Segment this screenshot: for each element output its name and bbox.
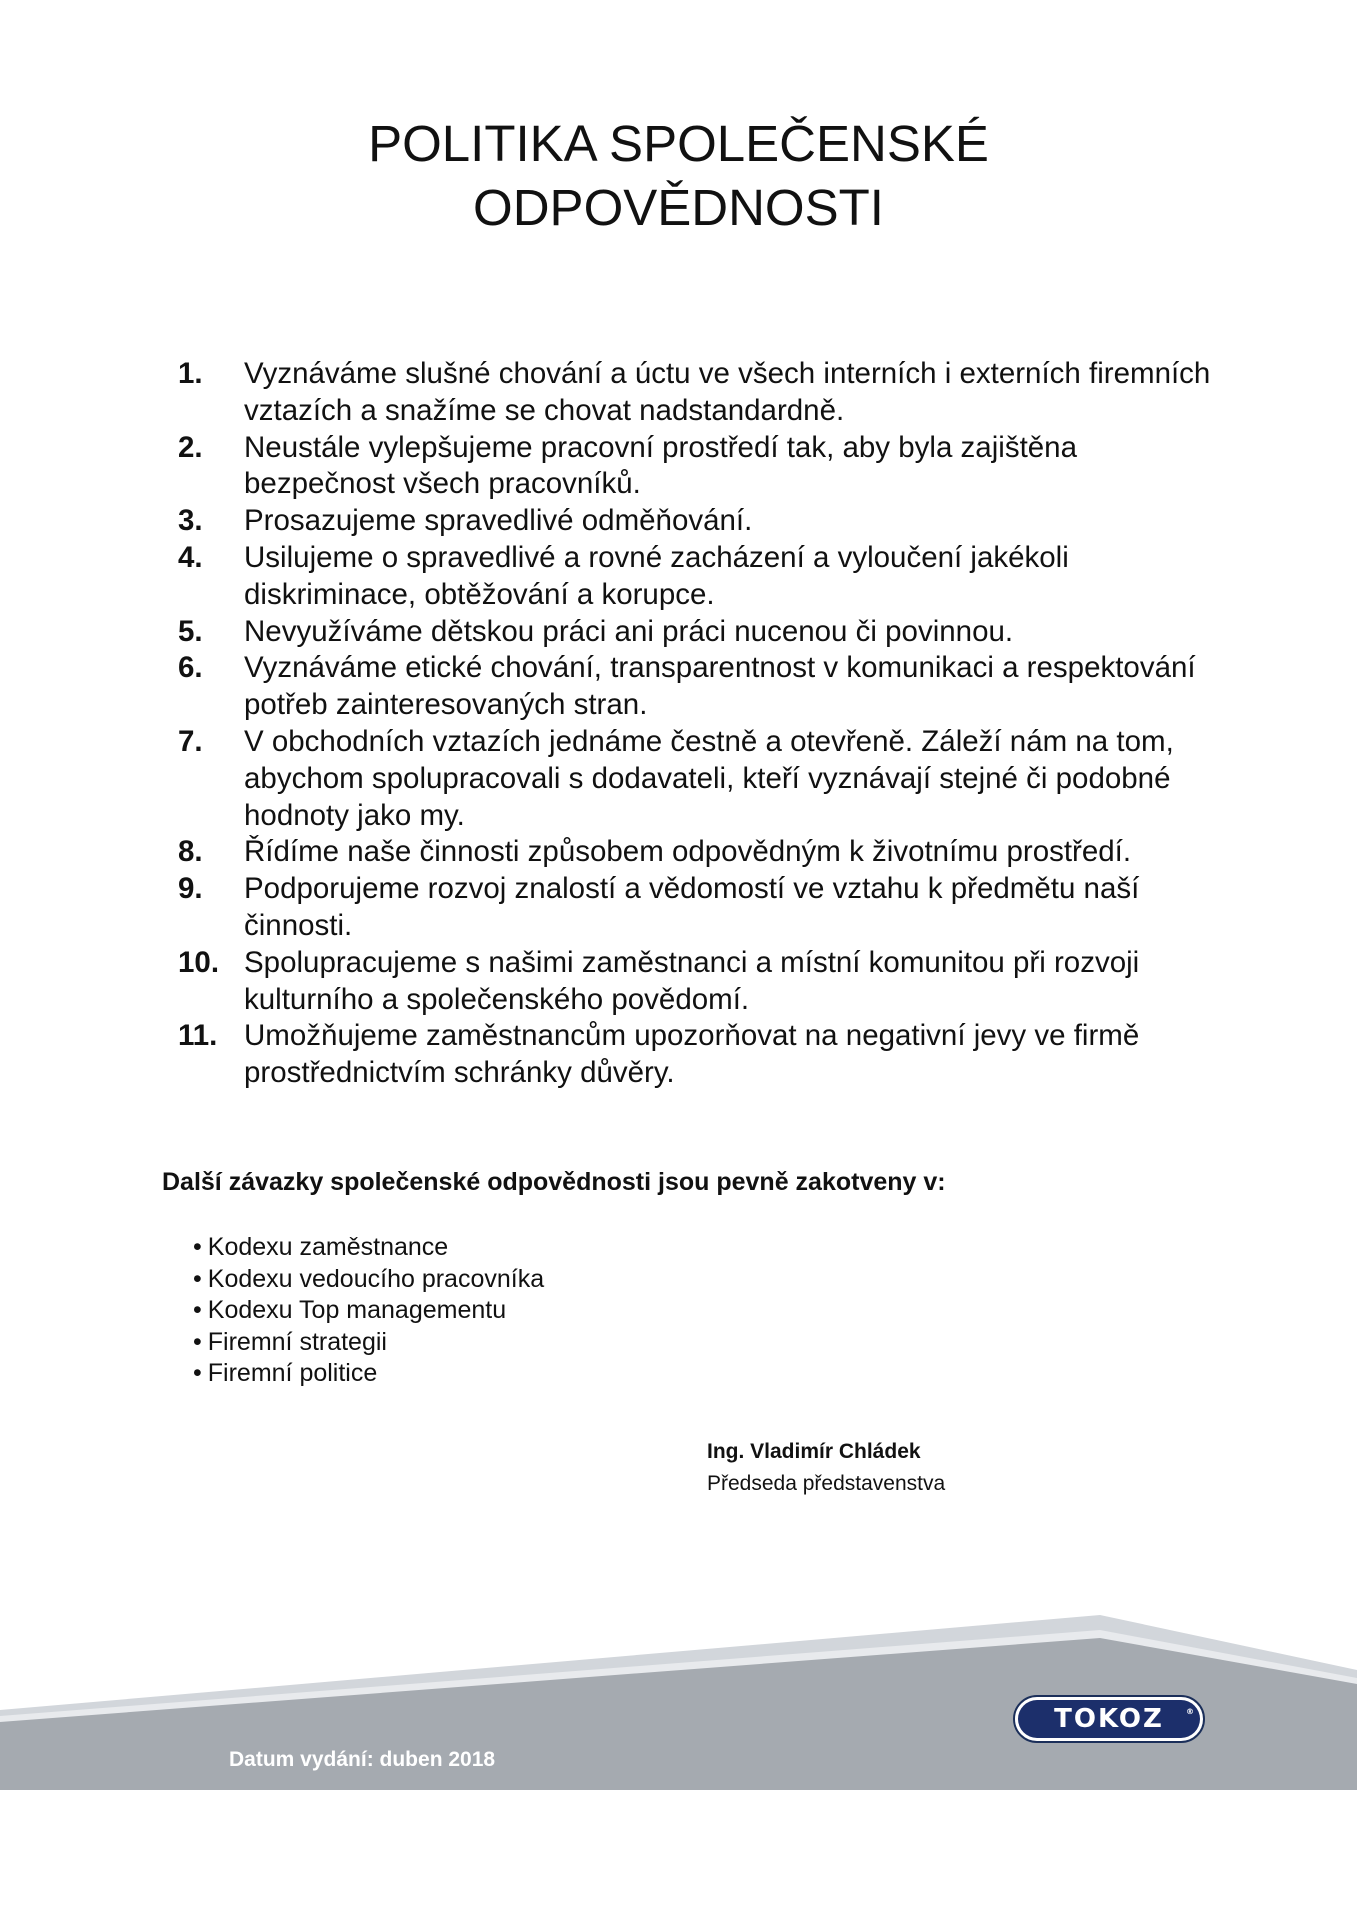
policy-item-text: Neustále vylepšujeme pracovní prostředí tak, aby byla zajištěna bezpečnost všech pracovníků. (244, 430, 1077, 501)
policy-item (178, 356, 1218, 430)
list-item-text: Kodexu zaměstnance (207, 1233, 449, 1261)
bullet-icon: • (193, 1327, 202, 1356)
policy-item (178, 503, 1218, 540)
policy-item-number: 7. (178, 724, 203, 758)
bullet-icon: • (193, 1264, 202, 1293)
list-item (193, 1295, 544, 1327)
policy-item-number: 5. (178, 614, 203, 648)
policy-item (178, 1018, 1218, 1092)
page-title (0, 112, 1357, 240)
bullet-icon: • (193, 1359, 202, 1387)
policy-item-text: Prosazujeme spravedlivé odměňování. (244, 504, 753, 538)
tokoz-logo-mark (1018, 1700, 1200, 1738)
policy-item-text: Podporujeme rozvoj znalostí a vědomostí ve vztahu k předmětu naší činnosti. (244, 872, 1140, 942)
signature-block (707, 1436, 945, 1500)
policy-item-number: 2. (178, 430, 203, 464)
bullet-icon: • (193, 1296, 202, 1324)
signatory-name: Ing. Vladimír Chládek (707, 1440, 921, 1463)
issue-date: Datum vydání: duben 2018 (229, 1748, 496, 1771)
policy-item-text: Spolupracujeme s našimi zaměstnanci a místní komunitou při rozvoji kulturního a společenského povědomí. (244, 945, 1140, 1016)
policy-item (178, 614, 1218, 651)
policy-item-number: 1. (178, 357, 203, 390)
registered-mark-icon: ® (1186, 1707, 1194, 1716)
policy-item (178, 945, 1218, 1019)
commitments-heading: Další závazky společenské odpovědnosti jsou pevně zakotveny v: (162, 1168, 946, 1196)
policy-item (178, 724, 1218, 834)
signatory-role: Předseda představenstva (707, 1472, 946, 1495)
policy-item (178, 430, 1218, 504)
policy-item-number: 8. (178, 835, 203, 869)
list-item (193, 1264, 544, 1296)
policy-item-number: 11. (178, 1019, 218, 1053)
policy-item-text: Řídíme naše činnosti způsobem odpovědným k životnímu prostředí. (244, 835, 1132, 869)
page-title-line-2: ODPOVĚDNOSTI (473, 179, 884, 236)
policy-item-text: Nevyužíváme dětskou práci ani práci nucenou či povinnou. (244, 614, 1014, 648)
policy-item (178, 650, 1218, 724)
list-item-text: Firemní politice (207, 1359, 378, 1387)
tokoz-logo (1013, 1695, 1205, 1743)
page-title-line-1: POLITIKA SPOLEČENSKÉ (368, 115, 989, 172)
policy-list (178, 356, 1218, 1092)
list-item-text: Kodexu Top managementu (207, 1296, 507, 1324)
policy-item-number: 4. (178, 540, 203, 574)
policy-item (178, 871, 1218, 945)
list-item-text: Kodexu vedoucího pracovníka (207, 1264, 545, 1293)
policy-item-number: 6. (178, 651, 203, 685)
policy-item-text: Vyznáváme etické chování, transparentnost v komunikaci a respektování potřeb zainteresovaných stran. (244, 651, 1196, 722)
policy-item (178, 834, 1218, 871)
policy-item (178, 540, 1218, 614)
policy-item-text: Usilujeme o spravedlivé a rovné zacházení a vyloučení jakékoli diskriminace, obtěžování a korupce. (244, 540, 1069, 611)
policy-item-text: Umožňujeme zaměstnancům upozorňovat na negativní jevy ve firmě prostřednictvím schránky důvěry. (244, 1019, 1140, 1090)
policy-item-number: 9. (178, 872, 203, 906)
policy-item-number: 3. (178, 504, 203, 538)
tokoz-logo-text: TOKOZ (1054, 1704, 1164, 1734)
policy-item-text: Vyznáváme slušné chování a úctu ve všech interních i externích firemních vztazích a snažíme se chovat nadstandardně. (244, 357, 1211, 427)
commitments-list (193, 1232, 544, 1390)
policy-item-text: V obchodních vztazích jednáme čestně a otevřeně. Záleží nám na tom, abychom spolupracovali s dodavateli, kteří vyznávají stejné či podobné hodnoty jako my. (244, 724, 1174, 832)
list-item (193, 1327, 544, 1359)
list-item (193, 1232, 544, 1264)
list-item-text: Firemní strategii (207, 1327, 387, 1356)
list-item (193, 1358, 544, 1390)
policy-item-number: 10. (178, 945, 220, 979)
bullet-icon: • (193, 1233, 202, 1261)
